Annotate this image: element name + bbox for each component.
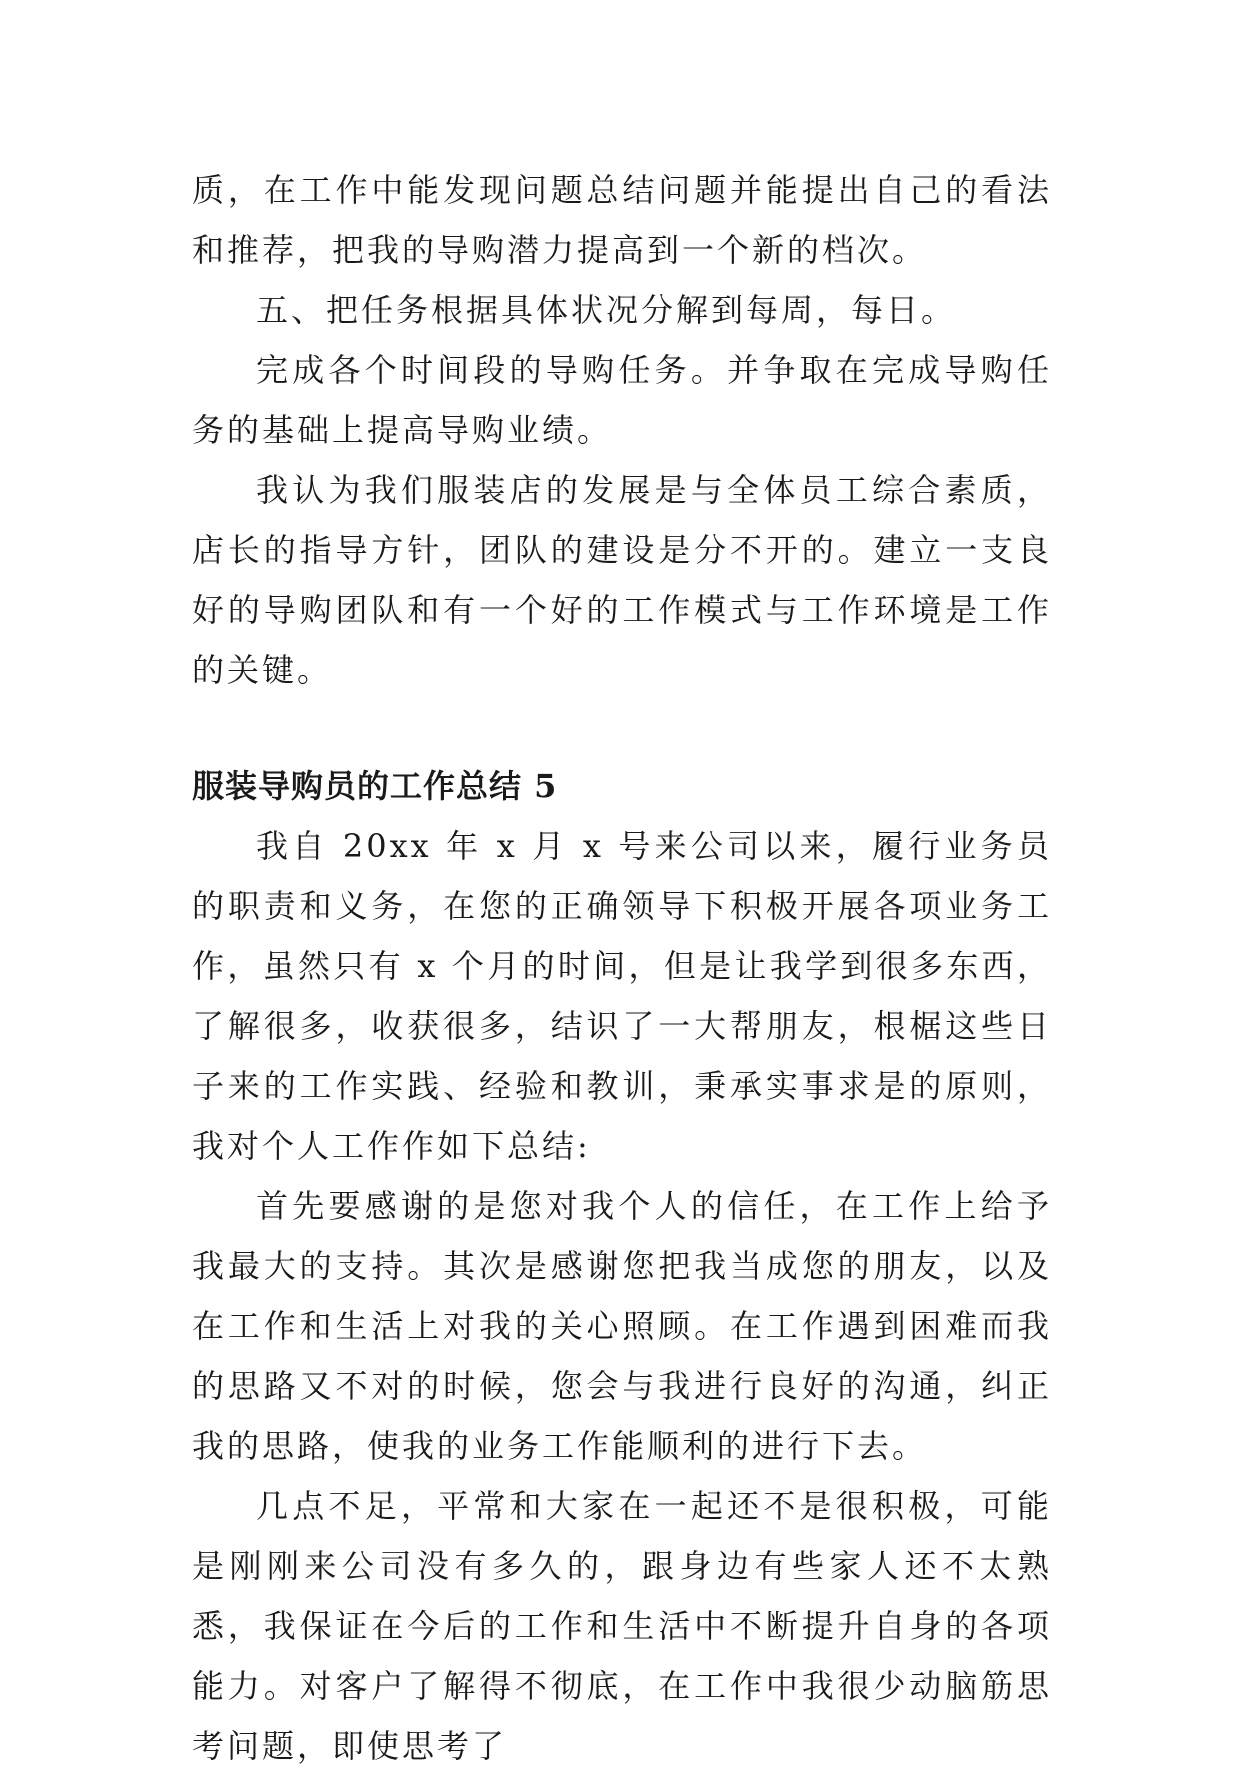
paragraph-5: 我自 20xx 年 x 月 x 号来公司以来，履行业务员的职责和义务，在您的正确领导下积极开展各项业务工作，虽然只有 x 个月的时间，但是让我学到很多东西，了解很多，收获很多，结识了一大帮朋友，根椐这些日子来的工作实践、经验和教训，秉承实事求是的原则，我对个人工作作如下总结: xyxy=(192,827,1052,1165)
paragraph-6: 首先要感谢的是您对我个人的信任，在工作上给予我最大的支持。其次是感谢您把我当成您的朋友，以及在工作和生活上对我的关心照顾。在工作遇到困难而我的思路又不对的时候，您会与我进行良好的沟通，纠正我的思路，使我的业务工作能顺利的进行下去。 xyxy=(192,1187,1052,1465)
document-body xyxy=(192,160,1052,1776)
paragraph-1: 质，在工作中能发现问题总结问题并能提出自己的看法和推荐，把我的导购潜力提高到一个新的档次。 xyxy=(192,171,1052,269)
paragraph-3: 完成各个时间段的导购任务。并争取在完成导购任务的基础上提高导购业绩。 xyxy=(192,351,1052,449)
paragraph-7: 几点不足，平常和大家在一起还不是很积极，可能是刚刚来公司没有多久的，跟身边有些家人还不太熟悉，我保证在今后的工作和生活中不断提升自身的各项能力。对客户了解得不彻底，在工作中我很少动脑筋思考问题，即使思考了 xyxy=(192,1487,1052,1765)
paragraph-2: 五、把任务根据具体状况分解到每周，每日。 xyxy=(256,291,957,329)
paragraph-4: 我认为我们服装店的发展是与全体员工综合素质，店长的指导方针，团队的建设是分不开的。建立一支良好的导购团队和有一个好的工作模式与工作环境是工作的关键。 xyxy=(192,471,1052,689)
section-heading: 服装导购员的工作总结 5 xyxy=(192,767,558,805)
